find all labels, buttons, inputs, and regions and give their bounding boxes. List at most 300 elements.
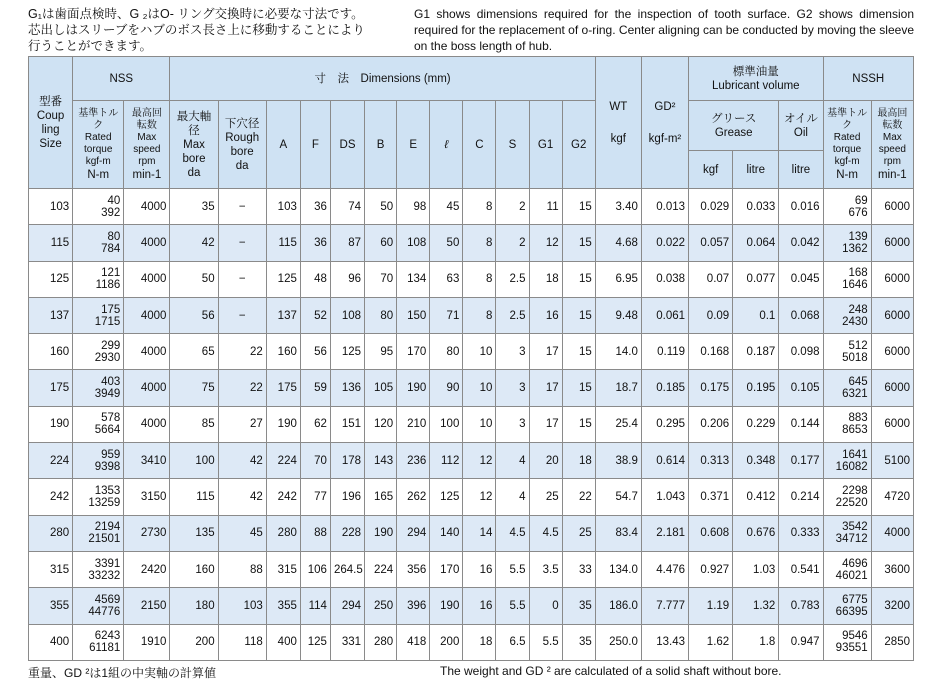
cell-nssh-torque-line-1: 168 bbox=[848, 267, 868, 280]
cell-nssh-torque bbox=[823, 515, 871, 551]
header-col-g1: G1 bbox=[529, 101, 562, 189]
cell-gd2: 0.614 bbox=[641, 443, 688, 479]
cell-nss-torque-line-2: 3949 bbox=[94, 388, 121, 401]
cell-c: 8 bbox=[463, 261, 496, 297]
cell-nss-torque-line-2: 1186 bbox=[95, 279, 121, 292]
cell-gd2: 0.022 bbox=[641, 225, 688, 261]
cell-nssh-torque-line-2: 66395 bbox=[835, 605, 868, 618]
cell-nssh-speed: 3200 bbox=[871, 588, 913, 624]
header-grease-kgf: kgf bbox=[689, 151, 733, 189]
cell-grease-kgf: 0.608 bbox=[689, 515, 733, 551]
hd-nssh-speed-unit1: rpm bbox=[883, 155, 901, 167]
cell-g2: 15 bbox=[562, 297, 595, 333]
table-row bbox=[29, 225, 914, 261]
hd-nssh-speed-en1: Max bbox=[882, 131, 902, 143]
cell-wt: 83.4 bbox=[595, 515, 641, 551]
cell-oil-litre: 0.333 bbox=[779, 515, 823, 551]
cell-g1: 20 bbox=[529, 443, 562, 479]
cell-g1: 18 bbox=[529, 261, 562, 297]
cell-gd2: 1.043 bbox=[641, 479, 688, 515]
cell-ds: 108 bbox=[330, 297, 364, 333]
cell-a: 115 bbox=[266, 225, 300, 261]
cell-size: 280 bbox=[29, 515, 73, 551]
cell-s: 2 bbox=[496, 189, 529, 225]
cell-nss-torque-line-2: 9398 bbox=[94, 460, 121, 473]
cell-nssh-torque bbox=[823, 551, 871, 587]
cell-l: 71 bbox=[430, 297, 463, 333]
cell-oil-litre: 0.214 bbox=[779, 479, 823, 515]
cell-nssh-torque-line-2: 93551 bbox=[835, 642, 868, 655]
cell-b: 120 bbox=[365, 406, 397, 442]
cell-f: 62 bbox=[300, 406, 330, 442]
cell-grease-litre: 0.195 bbox=[733, 370, 779, 406]
header-size-jp: 型番 bbox=[39, 95, 63, 108]
header-grease-litre: litre bbox=[733, 151, 779, 189]
cell-nssh-speed: 6000 bbox=[871, 189, 913, 225]
cell-gd2: 13.43 bbox=[641, 624, 688, 660]
cell-grease-kgf: 0.07 bbox=[689, 261, 733, 297]
cell-e: 356 bbox=[397, 551, 430, 587]
cell-s: 4.5 bbox=[496, 515, 529, 551]
hd-oil-en: Oil bbox=[793, 126, 808, 139]
cell-f: 59 bbox=[300, 370, 330, 406]
cell-nssh-torque-line-2: 676 bbox=[848, 206, 868, 219]
cell-oil-litre: 0.068 bbox=[779, 297, 823, 333]
cell-b: 60 bbox=[365, 225, 397, 261]
cell-nss-torque bbox=[73, 443, 124, 479]
cell-b: 165 bbox=[365, 479, 397, 515]
hd-speed-unit1: rpm bbox=[138, 155, 156, 167]
cell-nss-speed: 3150 bbox=[124, 479, 170, 515]
cell-g2: 25 bbox=[562, 515, 595, 551]
header-oil-litre: litre bbox=[779, 151, 823, 189]
cell-ds: 87 bbox=[330, 225, 364, 261]
cell-nss-torque-line-2: 13259 bbox=[88, 497, 121, 510]
hd-speed-jp: 最高回転数 bbox=[131, 107, 162, 131]
header-nssh-speed bbox=[871, 101, 913, 189]
hd-nssh-torque-unit2: N-m bbox=[836, 168, 858, 181]
cell-nssh-torque-line-1: 883 bbox=[848, 412, 868, 425]
cell-e: 294 bbox=[397, 515, 430, 551]
hd-rough-en3: da bbox=[235, 159, 249, 172]
cell-nssh-torque-line-2: 8653 bbox=[842, 424, 868, 437]
cell-a: 242 bbox=[266, 479, 300, 515]
cell-max-bore: 100 bbox=[170, 443, 218, 479]
cell-b: 224 bbox=[365, 551, 397, 587]
cell-nssh-torque-line-2: 1362 bbox=[842, 242, 868, 255]
cell-l: 190 bbox=[430, 588, 463, 624]
header-size-en3: Size bbox=[39, 137, 62, 150]
cell-ds: 228 bbox=[330, 515, 364, 551]
cell-l: 45 bbox=[430, 189, 463, 225]
cell-max-bore: 115 bbox=[170, 479, 218, 515]
hd-speed-unit2: min-1 bbox=[132, 168, 162, 181]
cell-nssh-torque-line-2: 22520 bbox=[835, 497, 868, 510]
cell-nss-torque-line-2: 784 bbox=[101, 242, 121, 255]
cell-nssh-torque-line-1: 2298 bbox=[842, 485, 868, 498]
cell-nss-speed: 3410 bbox=[124, 443, 170, 479]
cell-wt: 14.0 bbox=[595, 334, 641, 370]
table-row bbox=[29, 406, 914, 442]
cell-ds: 264.5 bbox=[330, 551, 364, 587]
hd-grease-jp: グリース bbox=[710, 112, 757, 125]
cell-grease-litre: 0.1 bbox=[733, 297, 779, 333]
cell-g1: 12 bbox=[529, 225, 562, 261]
cell-l: 140 bbox=[430, 515, 463, 551]
cell-rough-bore: 22 bbox=[218, 334, 266, 370]
cell-nss-torque-line-1: 6243 bbox=[94, 630, 121, 643]
hd-maxbore-en2: bore bbox=[182, 152, 206, 165]
hd-torque-en1: Rated bbox=[84, 131, 112, 143]
hd-nssh-torque-jp: 基準トルク bbox=[827, 107, 868, 131]
cell-g1: 17 bbox=[529, 406, 562, 442]
cell-grease-litre: 0.676 bbox=[733, 515, 779, 551]
cell-nss-torque bbox=[73, 189, 124, 225]
cell-l: 63 bbox=[430, 261, 463, 297]
cell-g2: 15 bbox=[562, 406, 595, 442]
cell-grease-kgf: 0.206 bbox=[689, 406, 733, 442]
header-wt bbox=[595, 57, 641, 189]
cell-s: 3 bbox=[496, 370, 529, 406]
cell-size: 115 bbox=[29, 225, 73, 261]
cell-size: 103 bbox=[29, 189, 73, 225]
note-japanese bbox=[28, 6, 388, 54]
cell-c: 10 bbox=[463, 406, 496, 442]
cell-nssh-torque-line-2: 2430 bbox=[842, 315, 868, 328]
cell-f: 48 bbox=[300, 261, 330, 297]
cell-grease-litre: 0.412 bbox=[733, 479, 779, 515]
cell-nss-speed: 4000 bbox=[124, 225, 170, 261]
cell-s: 3 bbox=[496, 406, 529, 442]
cell-nssh-torque bbox=[823, 297, 871, 333]
table-row bbox=[29, 189, 914, 225]
cell-a: 160 bbox=[266, 334, 300, 370]
cell-a: 280 bbox=[266, 515, 300, 551]
cell-oil-litre: 0.541 bbox=[779, 551, 823, 587]
header-oil bbox=[779, 101, 823, 151]
cell-grease-kgf: 0.175 bbox=[689, 370, 733, 406]
cell-nssh-torque-line-1: 9546 bbox=[842, 630, 868, 643]
cell-nssh-torque-line-1: 139 bbox=[848, 230, 868, 243]
cell-wt: 3.40 bbox=[595, 189, 641, 225]
cell-nss-torque-line-1: 3391 bbox=[94, 557, 121, 570]
hd-rough-jp: 下穴径 bbox=[224, 117, 260, 130]
cell-nss-speed: 4000 bbox=[124, 406, 170, 442]
cell-g1: 25 bbox=[529, 479, 562, 515]
cell-nss-torque-line-1: 4569 bbox=[94, 593, 121, 606]
header-nss: NSS bbox=[73, 57, 170, 101]
cell-nssh-torque bbox=[823, 334, 871, 370]
cell-g2: 15 bbox=[562, 261, 595, 297]
header-grease bbox=[689, 101, 779, 151]
cell-a: 125 bbox=[266, 261, 300, 297]
note-jp-line-3: 行うことができます。 bbox=[28, 39, 153, 53]
cell-wt: 54.7 bbox=[595, 479, 641, 515]
cell-ds: 331 bbox=[330, 624, 364, 660]
header-max-bore bbox=[170, 101, 218, 189]
cell-nssh-torque bbox=[823, 406, 871, 442]
footnote-english: The weight and GD ² are calculated of a solid shaft without bore. bbox=[440, 664, 782, 678]
cell-g1: 17 bbox=[529, 370, 562, 406]
cell-nss-speed: 2420 bbox=[124, 551, 170, 587]
cell-grease-kgf: 0.057 bbox=[689, 225, 733, 261]
cell-nss-speed: 4000 bbox=[124, 189, 170, 225]
cell-oil-litre: 0.042 bbox=[779, 225, 823, 261]
cell-g1: 4.5 bbox=[529, 515, 562, 551]
cell-f: 36 bbox=[300, 225, 330, 261]
hd-maxbore-en3: da bbox=[187, 166, 201, 179]
cell-l: 100 bbox=[430, 406, 463, 442]
header-wt-unit: kgf bbox=[610, 132, 626, 145]
cell-f: 125 bbox=[300, 624, 330, 660]
header-lubricant bbox=[689, 57, 823, 101]
cell-nssh-torque-line-1: 512 bbox=[848, 339, 868, 352]
cell-max-bore: 200 bbox=[170, 624, 218, 660]
cell-grease-litre: 1.8 bbox=[733, 624, 779, 660]
cell-oil-litre: 0.947 bbox=[779, 624, 823, 660]
cell-nss-torque-line-2: 44776 bbox=[88, 605, 121, 618]
cell-max-bore: 85 bbox=[170, 406, 218, 442]
cell-nss-torque bbox=[73, 406, 124, 442]
cell-nss-torque bbox=[73, 479, 124, 515]
cell-s: 2.5 bbox=[496, 297, 529, 333]
cell-g2: 18 bbox=[562, 443, 595, 479]
table-row bbox=[29, 624, 914, 660]
cell-g2: 22 bbox=[562, 479, 595, 515]
cell-nss-torque-line-2: 61181 bbox=[89, 642, 121, 655]
cell-nss-torque bbox=[73, 624, 124, 660]
cell-nssh-speed: 6000 bbox=[871, 225, 913, 261]
cell-nss-speed: 4000 bbox=[124, 261, 170, 297]
cell-wt: 25.4 bbox=[595, 406, 641, 442]
header-dimensions: 寸 法 Dimensions (mm) bbox=[170, 57, 595, 101]
cell-c: 16 bbox=[463, 551, 496, 587]
cell-s: 2 bbox=[496, 225, 529, 261]
cell-g1: 0 bbox=[529, 588, 562, 624]
cell-s: 5.5 bbox=[496, 588, 529, 624]
cell-b: 105 bbox=[365, 370, 397, 406]
cell-grease-litre: 0.348 bbox=[733, 443, 779, 479]
cell-s: 6.5 bbox=[496, 624, 529, 660]
cell-gd2: 0.038 bbox=[641, 261, 688, 297]
cell-size: 242 bbox=[29, 479, 73, 515]
cell-g1: 16 bbox=[529, 297, 562, 333]
cell-nss-speed: 4000 bbox=[124, 334, 170, 370]
cell-c: 12 bbox=[463, 443, 496, 479]
cell-g2: 33 bbox=[562, 551, 595, 587]
cell-nssh-torque-line-2: 1646 bbox=[842, 279, 868, 292]
cell-l: 112 bbox=[430, 443, 463, 479]
header-col-f: F bbox=[300, 101, 330, 189]
note-jp-line-2: 芯出しはスリーブをハブのボス長さ上に移動することにより bbox=[28, 23, 365, 37]
cell-g2: 15 bbox=[562, 189, 595, 225]
hd-nssh-speed-jp: 最高回転数 bbox=[877, 107, 908, 131]
cell-nss-torque-line-1: 80 bbox=[107, 230, 121, 243]
hd-nssh-torque-unit1: kgf-m bbox=[834, 155, 860, 167]
cell-ds: 196 bbox=[330, 479, 364, 515]
table-row bbox=[29, 551, 914, 587]
cell-grease-kgf: 0.029 bbox=[689, 189, 733, 225]
hd-torque-unit2: N-m bbox=[87, 168, 110, 181]
cell-nss-speed: 1910 bbox=[124, 624, 170, 660]
cell-e: 190 bbox=[397, 370, 430, 406]
cell-rough-bore: 88 bbox=[218, 551, 266, 587]
cell-wt: 134.0 bbox=[595, 551, 641, 587]
cell-max-bore: 65 bbox=[170, 334, 218, 370]
dimension-table bbox=[28, 56, 914, 661]
cell-a: 175 bbox=[266, 370, 300, 406]
cell-rough-bore: − bbox=[218, 225, 266, 261]
table-row bbox=[29, 334, 914, 370]
cell-gd2: 7.777 bbox=[641, 588, 688, 624]
cell-c: 8 bbox=[463, 189, 496, 225]
header-col-a: A bbox=[266, 101, 300, 189]
cell-gd2: 0.013 bbox=[641, 189, 688, 225]
cell-c: 8 bbox=[463, 297, 496, 333]
cell-size: 160 bbox=[29, 334, 73, 370]
cell-e: 396 bbox=[397, 588, 430, 624]
cell-nssh-torque bbox=[823, 443, 871, 479]
header-gd2-label: GD² bbox=[654, 100, 676, 113]
cell-grease-kgf: 0.168 bbox=[689, 334, 733, 370]
cell-f: 106 bbox=[300, 551, 330, 587]
cell-nss-torque bbox=[73, 588, 124, 624]
cell-wt: 9.48 bbox=[595, 297, 641, 333]
cell-max-bore: 56 bbox=[170, 297, 218, 333]
header-lube-jp: 標準油量 bbox=[732, 65, 779, 78]
cell-g2: 15 bbox=[562, 370, 595, 406]
cell-rough-bore: 27 bbox=[218, 406, 266, 442]
hd-maxbore-jp: 最大軸径 bbox=[176, 110, 212, 137]
cell-wt: 4.68 bbox=[595, 225, 641, 261]
hd-speed-en2: speed bbox=[133, 143, 161, 155]
note-english: G1 shows dimensions required for the inspection of tooth surface. G2 shows dimension required for the replacement of o-ring. Center aligning can be conducted by moving the sleeve on the boss length of hub. bbox=[414, 7, 914, 53]
cell-nss-torque-line-2: 2930 bbox=[94, 351, 121, 364]
cell-nss-torque bbox=[73, 297, 124, 333]
cell-a: 315 bbox=[266, 551, 300, 587]
cell-a: 224 bbox=[266, 443, 300, 479]
header-col-c: C bbox=[463, 101, 496, 189]
header-col-s: S bbox=[496, 101, 529, 189]
cell-e: 108 bbox=[397, 225, 430, 261]
cell-a: 137 bbox=[266, 297, 300, 333]
note-jp-line-1: G₁は歯面点検時、G ₂はO- リング交換時に必要な寸法です。 bbox=[28, 7, 364, 21]
cell-c: 18 bbox=[463, 624, 496, 660]
cell-ds: 294 bbox=[330, 588, 364, 624]
cell-l: 125 bbox=[430, 479, 463, 515]
hd-nssh-torque-en2: torque bbox=[832, 143, 862, 155]
cell-size: 315 bbox=[29, 551, 73, 587]
cell-ds: 96 bbox=[330, 261, 364, 297]
hd-nssh-torque-en1: Rated bbox=[833, 131, 861, 143]
hd-torque-unit1: kgf-m bbox=[85, 155, 111, 167]
cell-nss-torque bbox=[73, 225, 124, 261]
cell-rough-bore: 42 bbox=[218, 443, 266, 479]
cell-size: 137 bbox=[29, 297, 73, 333]
cell-gd2: 4.476 bbox=[641, 551, 688, 587]
header-col-g2: G2 bbox=[562, 101, 595, 189]
cell-grease-kgf: 1.19 bbox=[689, 588, 733, 624]
cell-f: 114 bbox=[300, 588, 330, 624]
header-col-b: B bbox=[365, 101, 397, 189]
cell-nss-speed: 4000 bbox=[124, 297, 170, 333]
cell-b: 250 bbox=[365, 588, 397, 624]
cell-grease-litre: 0.033 bbox=[733, 189, 779, 225]
cell-g2: 35 bbox=[562, 588, 595, 624]
cell-nss-torque bbox=[73, 515, 124, 551]
cell-oil-litre: 0.045 bbox=[779, 261, 823, 297]
hd-speed-en1: Max bbox=[137, 131, 157, 143]
cell-nssh-torque-line-1: 1641 bbox=[842, 448, 868, 461]
cell-nssh-speed: 2850 bbox=[871, 624, 913, 660]
cell-grease-litre: 0.077 bbox=[733, 261, 779, 297]
cell-nssh-torque bbox=[823, 370, 871, 406]
cell-gd2: 0.295 bbox=[641, 406, 688, 442]
cell-e: 150 bbox=[397, 297, 430, 333]
cell-nssh-torque bbox=[823, 588, 871, 624]
cell-ds: 74 bbox=[330, 189, 364, 225]
header-gd2-unit: kgf-m² bbox=[648, 132, 682, 145]
cell-f: 36 bbox=[300, 189, 330, 225]
cell-nssh-torque bbox=[823, 189, 871, 225]
cell-gd2: 0.185 bbox=[641, 370, 688, 406]
cell-nssh-speed: 4720 bbox=[871, 479, 913, 515]
cell-g2: 35 bbox=[562, 624, 595, 660]
cell-nss-speed: 4000 bbox=[124, 370, 170, 406]
cell-e: 98 bbox=[397, 189, 430, 225]
header-col-ds: DS bbox=[330, 101, 364, 189]
header-rough-bore bbox=[218, 101, 266, 189]
footnote-japanese: 重量、GD ²は1組の中実軸の計算値 bbox=[28, 666, 217, 680]
cell-nss-torque bbox=[73, 551, 124, 587]
cell-max-bore: 135 bbox=[170, 515, 218, 551]
cell-nss-torque-line-1: 578 bbox=[101, 412, 121, 425]
cell-nssh-torque bbox=[823, 479, 871, 515]
cell-nss-torque bbox=[73, 334, 124, 370]
header-size bbox=[29, 57, 73, 189]
cell-wt: 186.0 bbox=[595, 588, 641, 624]
cell-l: 170 bbox=[430, 551, 463, 587]
cell-grease-litre: 0.187 bbox=[733, 334, 779, 370]
cell-rough-bore: 45 bbox=[218, 515, 266, 551]
cell-wt: 250.0 bbox=[595, 624, 641, 660]
cell-nssh-torque-line-2: 34712 bbox=[835, 533, 868, 546]
cell-grease-kgf: 1.62 bbox=[689, 624, 733, 660]
cell-oil-litre: 0.177 bbox=[779, 443, 823, 479]
header-wt-label: WT bbox=[609, 100, 628, 113]
hd-torque-en2: torque bbox=[84, 143, 113, 155]
cell-l: 80 bbox=[430, 334, 463, 370]
cell-nss-torque-line-1: 299 bbox=[101, 339, 121, 352]
cell-e: 134 bbox=[397, 261, 430, 297]
cell-oil-litre: 0.098 bbox=[779, 334, 823, 370]
cell-nss-torque bbox=[73, 261, 124, 297]
cell-a: 400 bbox=[266, 624, 300, 660]
cell-nss-torque-line-1: 959 bbox=[101, 448, 121, 461]
cell-e: 170 bbox=[397, 334, 430, 370]
cell-oil-litre: 0.016 bbox=[779, 189, 823, 225]
cell-grease-litre: 1.32 bbox=[733, 588, 779, 624]
cell-max-bore: 50 bbox=[170, 261, 218, 297]
cell-rough-bore: 118 bbox=[218, 624, 266, 660]
table-row bbox=[29, 479, 914, 515]
cell-size: 224 bbox=[29, 443, 73, 479]
cell-b: 143 bbox=[365, 443, 397, 479]
table-row bbox=[29, 443, 914, 479]
cell-e: 418 bbox=[397, 624, 430, 660]
cell-nssh-torque-line-2: 5018 bbox=[842, 351, 868, 364]
header-size-en2: ling bbox=[41, 123, 60, 136]
